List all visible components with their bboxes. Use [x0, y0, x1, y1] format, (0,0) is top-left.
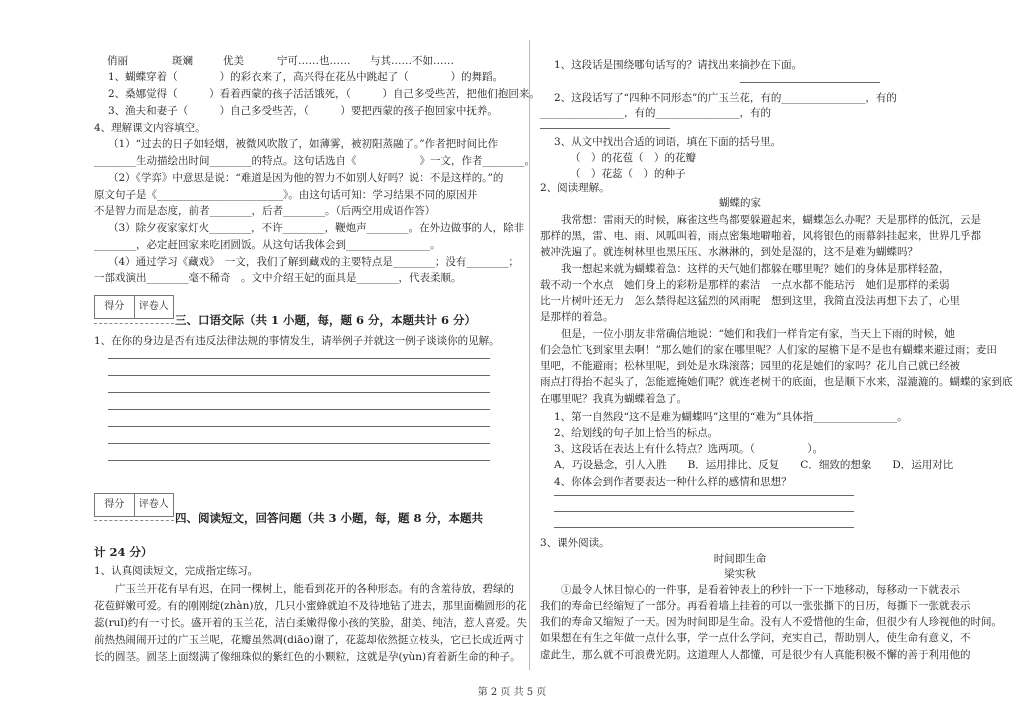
passage-2-line: 雨点打得抬不起头了，怎能遮掩她们呢？就连老树干的底面，也是顺下水来，湿漉漉的。蝴蝶的家到底 — [540, 376, 1013, 388]
score-label: 得分 — [95, 494, 135, 516]
answer-line[interactable] — [108, 392, 490, 393]
q4-line-5: 不是智力而是态度，前者________，后者________。（后两空用成语作答） — [94, 205, 436, 217]
passage-1-line: 蕊(ruǐ)约有一寸长。盛开着的玉兰花，洁白柔嫩得像小孩的笑脸，甜美、纯洁，惹人喜爱。失 — [94, 617, 527, 629]
q4-line-7: ________，必定赶回家来吃团圆饭。从这句话我体会到________________。 — [94, 239, 441, 251]
answer-line[interactable] — [108, 460, 490, 461]
score-label: 得分 — [95, 296, 135, 318]
passage-2-line: 我一想起来就为蝴蝶着急：这样的天气她们都躲在哪里呢？她们的身体是那样轻盈， — [540, 263, 950, 275]
answer-line[interactable] — [554, 495, 854, 496]
passage-2-question: 4、你体会到作者要表达一种什么样的感情和思想？ — [554, 476, 792, 488]
section-4-question-1: 1、认真阅读短文，完成指定练习。 — [94, 565, 259, 577]
answer-line[interactable] — [554, 527, 854, 528]
reading-3-title: 时间即生命 — [713, 553, 767, 565]
section-3-question: 1、在你的身边是否有违反法律法规的事情发生，请举例子并就这一例子谈谈你的见解。 — [94, 335, 500, 347]
answer-line[interactable] — [740, 82, 880, 83]
answer-line[interactable] — [554, 511, 854, 512]
score-divider — [94, 520, 174, 521]
passage-2-line: 但是，一位小朋友非常确信地说：“她们和我们一样肯定有家，当天上下雨的时候，她 — [540, 328, 955, 340]
right-question-1: 1、这段话是围绕哪句话写的？请找出来摘抄在下面。 — [554, 59, 803, 71]
passage-2-question: 2、给划线的句子加上恰当的标点。 — [554, 427, 719, 439]
passage-2-line: 我常想：雷雨天的时候，麻雀这些鸟都要躲避起来，蝴蝶怎么办呢？天是那样的低沉，云是 — [540, 214, 981, 226]
passage-2-options: A．巧设悬念，引人入胜 B．运用排比、反复 C．细致的想象 D．运用对比 — [554, 459, 954, 471]
grader-label: 评卷人 — [138, 499, 169, 510]
word-4: 宁可……也…… — [277, 55, 351, 67]
passage-1-line: 广玉兰开花有早有迟，在同一棵树上，能看到花开的各种形态。有的含羞待放，碧绿的 — [94, 583, 514, 595]
reading-2-label: 2、阅读理解。 — [540, 182, 610, 194]
column-divider — [529, 40, 530, 670]
q4-line-6: （3）除夕夜家家灯火________，不许________，鞭炮声________。在外边做事的人，除非 — [108, 222, 525, 234]
answer-line[interactable] — [540, 128, 670, 129]
passage-1-line: 长的圆茎。圆茎上面缀满了像细珠似的紫红色的小颗粒，这就是孕(yùn)育着新生命的种子。 — [94, 651, 521, 663]
section-4-title-cont: 计 24 分） — [94, 545, 153, 559]
fill-question-3: 3、渔夫和妻子（ ）自己多受些苦，（ ）要把西蒙的孩子抱回家中抚养。 — [108, 105, 498, 117]
passage-3-line: 我们的寿命又缩短了一天。因为时间即是生命。没有人不爱惜他的生命，但很少有人珍视他的时间。 — [540, 616, 1002, 628]
passage-2-line: 比一片树叶还无力 怎么禁得起这猛烈的风雨呢 想到这里，我简直没法再想下去了，心里 — [540, 295, 960, 307]
section-4-title: 四、阅读短文，回答问题（共 3 小题，每，题 8 分，本题共 — [175, 511, 484, 525]
passage-3-line: 虚此生，那么就不可浪费光阴。这道理人人都懂，可是很少有人真能积极不懈的善于利用他的 — [540, 649, 971, 661]
q4-line-2: ________生动描绘出时间________的特点。这句话选自《 》一文，作者________。 — [94, 155, 535, 167]
fill-question-1: 1、蝴蝶穿着（ ）的彩衣来了，高兴得在花丛中跳起了（ ）的舞蹈。 — [108, 71, 504, 83]
q4-line-9: 一部戏演出________毫不稀奇 。文中介绍王妃的面具是________，代表柔顺。 — [94, 272, 462, 284]
score-box-sec4 — [94, 493, 174, 517]
word-3: 优美 — [223, 55, 244, 67]
q4-line-8: （4）通过学习《藏戏》 一文，我们了解到藏戏的主要特点是________；没有________； — [108, 256, 519, 268]
answer-line[interactable] — [108, 443, 490, 444]
passage-2-line: 里吧，不能避雨；松林里呢，到处是水珠滚落；园里的花是她们的家吗？花儿自己就已经被 — [540, 360, 960, 372]
grader-label: 评卷人 — [138, 301, 169, 312]
score-divider — [94, 323, 174, 324]
section-3-title: 三、口语交际（共 1 小题，每，题 6 分，本题共计 6 分） — [175, 313, 477, 327]
q4-line-3: （2）《学弈》中意思是说：“难道是因为他的智力不如别人好吗？说：不是这样的。”的 — [108, 172, 504, 184]
passage-2-line: 是那样的着急。 — [540, 311, 614, 323]
passage-1-line: 前热热闹闹开过的广玉兰呢，花瓣虽然凋(diāo)谢了，花蕊却依然挺立枝头，它已长成近两寸 — [94, 634, 524, 646]
passage-1-line: 花苞鲜嫩可爱。有的刚刚绽(zhàn)放，几只小蜜蜂就迫不及待地钻了进去，那里面椭圆形的花 — [94, 600, 527, 612]
reading-2-title: 蝴蝶的家 — [719, 197, 761, 209]
passage-2-line: 载不动一个水点 她们身上的彩粉是那样的素洁 一点水都不能玷污 她们是那样的柔弱 — [540, 279, 950, 291]
passage-3-line: ①最令人怵目惊心的一件事，是看着钟表上的秒针一下一下地移动，每移动一下就表示 — [540, 584, 960, 596]
answer-line[interactable] — [108, 358, 490, 359]
right-question-3: 3、从文中找出合适的词语，填在下面的括号里。 — [554, 136, 782, 148]
passage-2-line: 在哪里呢？我真为蝴蝶着急了。 — [540, 393, 687, 405]
passage-2-question: 3、这段话在表达上有什么特点？选两项。（ ）。 — [554, 443, 824, 455]
passage-2-line: 那样的黑，雷、电、雨、风呱叫着，雨点密集地噼啪着，风将银色的雨幕斜挂起来，世界几乎都 — [540, 230, 981, 242]
q4-line-1: （1）“过去的日子如轻烟，被微风吹散了，如薄雾，被初阳蒸融了。”作者把时间比作 — [108, 138, 499, 150]
word-1: 俏丽 — [107, 55, 128, 67]
q4-line-4: 原文句子是《________________________》。由这句话可知：学习结果不同的原因并 — [94, 189, 478, 201]
passage-3-line: 如果想在有生之年做一点什么事，学一点什么学问，充实自己，帮助别人，使生命有意义，不 — [540, 632, 971, 644]
passage-2-line: 被冲洗遍了。就连树林里也黑压压、水淋淋的，到处是湿的，这不是难为蝴蝶吗？ — [540, 246, 918, 258]
passage-3-line: 我们的寿命已经缩短了一部分。再看着墙上挂着的可以一张张撕下的日历，每撕下一张就表示 — [540, 600, 971, 612]
answer-line[interactable] — [108, 409, 490, 410]
answer-line[interactable] — [108, 375, 490, 376]
answer-line[interactable] — [108, 426, 490, 427]
page-footer: 第 2 页 共 5 页 — [477, 687, 547, 698]
reading-3-label: 3、课外阅读。 — [540, 537, 610, 549]
word-2: 斑斓 — [172, 55, 193, 67]
fill-question-2: 2、桑娜觉得（ ）看着西蒙的孩子活活饿死，（ ）自己多受些苦，把他们抱回来。 — [108, 88, 540, 100]
word-5: 与其……不如…… — [370, 55, 454, 67]
reading-3-author: 梁实秋 — [724, 568, 756, 580]
passage-2-question: 1、第一自然段“这不是难为蝴蝶吗”这里的“难为”具体指________________。 — [554, 411, 908, 423]
right-question-2b: ________________，有的________________，有的 — [540, 107, 771, 119]
right-question-2a: 2、这段话写了“四种不同形态”的广玉兰花，有的________________，有的 — [554, 92, 897, 104]
q4-title: 4、理解课文内容填空。 — [94, 122, 206, 134]
right-question-3-item: （ ）花蕊（ ）的种子 — [570, 168, 686, 180]
right-question-3-item: （ ）的花苞（ ）的花瓣 — [570, 152, 696, 164]
passage-2-line: 们会急忙飞到家里去啊！”那么她们的家在哪里呢？人们家的屋檐下是不是也有蝴蝶来避过雨；麦田 — [540, 344, 997, 356]
score-box-sec3 — [94, 295, 174, 319]
